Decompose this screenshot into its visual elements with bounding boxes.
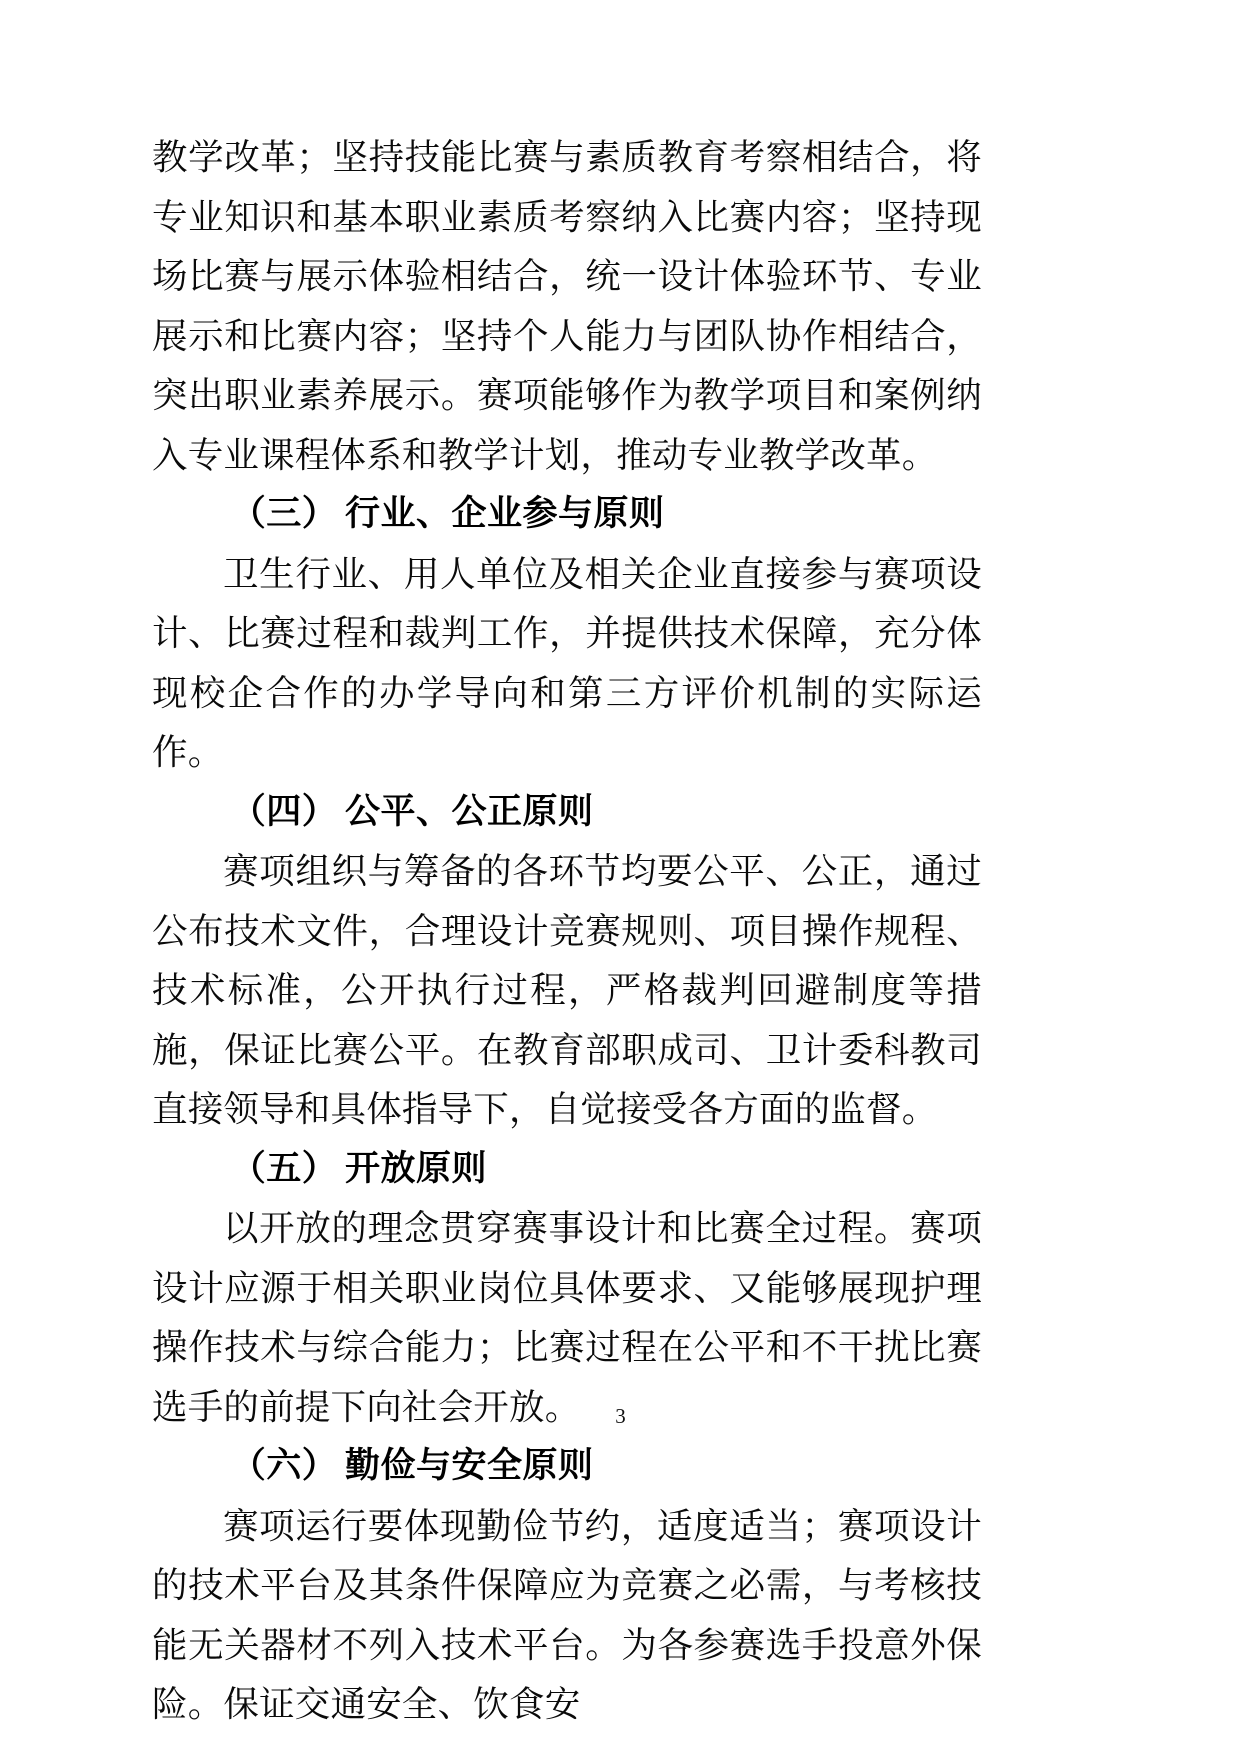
section-heading-number: （四） bbox=[230, 791, 338, 832]
section-heading-title: 勤俭与安全原则 bbox=[344, 1446, 594, 1486]
section-heading-number: （五） bbox=[230, 1148, 338, 1189]
section-heading bbox=[152, 1140, 982, 1200]
section-heading bbox=[152, 1437, 982, 1497]
body-paragraph: 以开放的理念贯穿赛事设计和比赛全过程。赛项设计应源于相关职业岗位具体要求、又能够展现护理操作技术与综合能力；比赛过程在公平和不干扰比赛选手的前提下向社会开放。 bbox=[152, 1208, 982, 1428]
body-paragraph: 赛项运行要体现勤俭节约，适度适当；赛项设计的技术平台及其条件保障应为竞赛之必需，与考核技能无关器材不列入技术平台。为各参赛选手投意外保险。保证交通安全、饮食安 bbox=[152, 1505, 982, 1725]
section-heading-title: 行业、企业参与原则 bbox=[344, 494, 665, 534]
body-paragraph: 教学改革；坚持技能比赛与素质教育考察相结合，将专业知识和基本职业素质考察纳入比赛内容；坚持现场比赛与展示体验相结合，统一设计体验环节、专业展示和比赛内容；坚持个人能力与团队协作相结合，突出职业素养展示。赛项能够作为教学项目和案例纳入专业课程体系和教学计划，推动专业教学改革。 bbox=[152, 137, 982, 476]
section-heading-number: （六） bbox=[230, 1446, 338, 1486]
body-paragraph: 卫生行业、用人单位及相关企业直接参与赛项设计、比赛过程和裁判工作，并提供技术保障，充分体现校企合作的办学导向和第三方评价机制的实际运作。 bbox=[152, 553, 982, 773]
section-heading-number: （三） bbox=[230, 494, 338, 534]
section-heading bbox=[152, 783, 982, 843]
page-content bbox=[152, 128, 982, 1735]
section-heading bbox=[152, 485, 982, 545]
section-heading-title: 开放原则 bbox=[344, 1148, 487, 1189]
body-paragraph: 赛项组织与筹备的各环节均要公平、公正，通过公布技术文件，合理设计竞赛规则、项目操作规程、技术标准，公开执行过程，严格裁判回避制度等措施，保证比赛公平。在教育部职成司、卫计委科教司直接领导和具体指导下，自觉接受各方面的监督。 bbox=[152, 851, 982, 1130]
section-heading-title: 公平、公正原则 bbox=[344, 791, 594, 832]
page-number: 3 bbox=[615, 1404, 626, 1428]
